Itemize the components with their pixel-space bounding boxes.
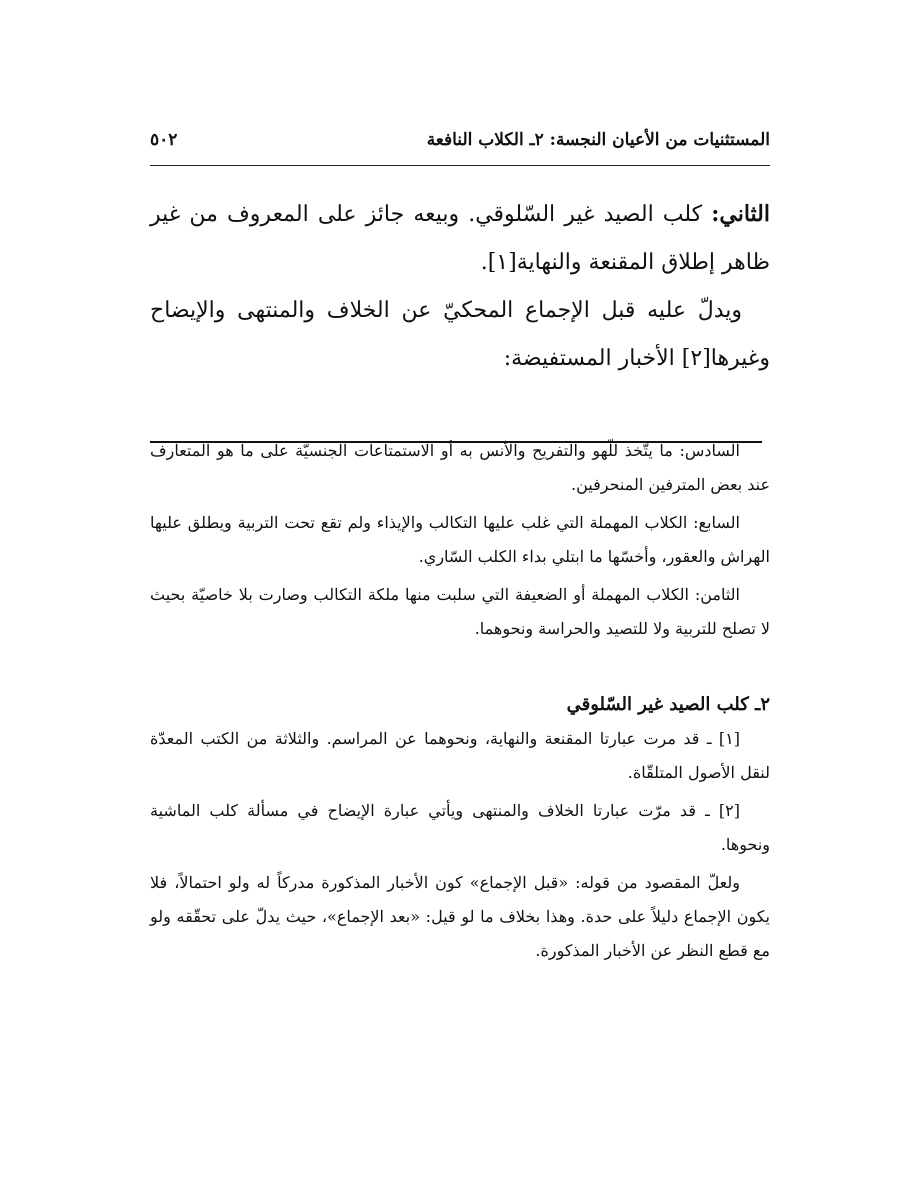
footnote-2: [٢] ـ قد مرّت عبارتا الخلاف والمنتهى ويأتي عبارة الإيضاح في مسألة كلب الماشية ونحوها. [150, 801, 770, 854]
running-title: المستثنيات من الأعيان النجسة: ٢ـ الكلاب النافعة [426, 130, 770, 150]
header-divider [150, 165, 770, 166]
main-paragraph-1 [150, 190, 770, 287]
main-body [150, 190, 770, 383]
footnotes [150, 434, 770, 968]
book-page [150, 0, 770, 1200]
note-eighth: الثامن: الكلاب المهملة أو الضعيفة التي سلبت منها ملكة التكالب وصارت بلا خاصيّة بحيث لا تصلح للتربية ولا للتصيد والحراسة ونحوهما. [150, 585, 770, 638]
page-header [150, 128, 770, 158]
main-paragraph-2: ويدلّ عليه قبل الإجماع المحكيّ عن الخلاف والمنتهى والإيضاح وغيرها[٢] الأخبار المستفيضة: [150, 298, 770, 371]
page-number: ٥٠٢ [150, 130, 178, 150]
note-sixth: السادس: ما يتّخذ للّهو والتفريح والأنس به أو الاستمتاعات الجنسيّة على ما هو المتعارف عند بعض المترفين المنحرفين. [150, 441, 770, 494]
footnote-1: [١] ـ قد مرت عبارتا المقنعة والنهاية، ونحوهما عن المراسم. والثلاثة من الكتب المعدّة لنقل الأصول المتلقّاة. [150, 729, 770, 782]
paragraph-label: الثاني: [711, 201, 770, 227]
paragraph-text: كلب الصيد غير السّلوقي. وبيعه جائز على المعروف من غير ظاهر إطلاق المقنعة والنهاية[١]. [150, 202, 770, 275]
section-heading: ٢ـ كلب الصيد غير السّلوقي [566, 694, 770, 715]
note-seventh: السابع: الكلاب المهملة التي غلب عليها التكالب والإيذاء ولم تقع تحت التربية ويطلق عليها الهراش والعقور، وأخسّها ما ابتلي بداء الكلب السّاري. [150, 513, 770, 566]
footnote-2-continued: ولعلّ المقصود من قوله: «قبل الإجماع» كون الأخبار المذكورة مدركاً له ولو احتمالاً، فلا يكون الإجماع دليلاً على حدة. وهذا بخلاف ما لو قيل: «بعد الإجماع»، حيث يدلّ على تحقّقه ولو مع قطع النظر عن الأخبار المذكورة. [150, 873, 770, 960]
